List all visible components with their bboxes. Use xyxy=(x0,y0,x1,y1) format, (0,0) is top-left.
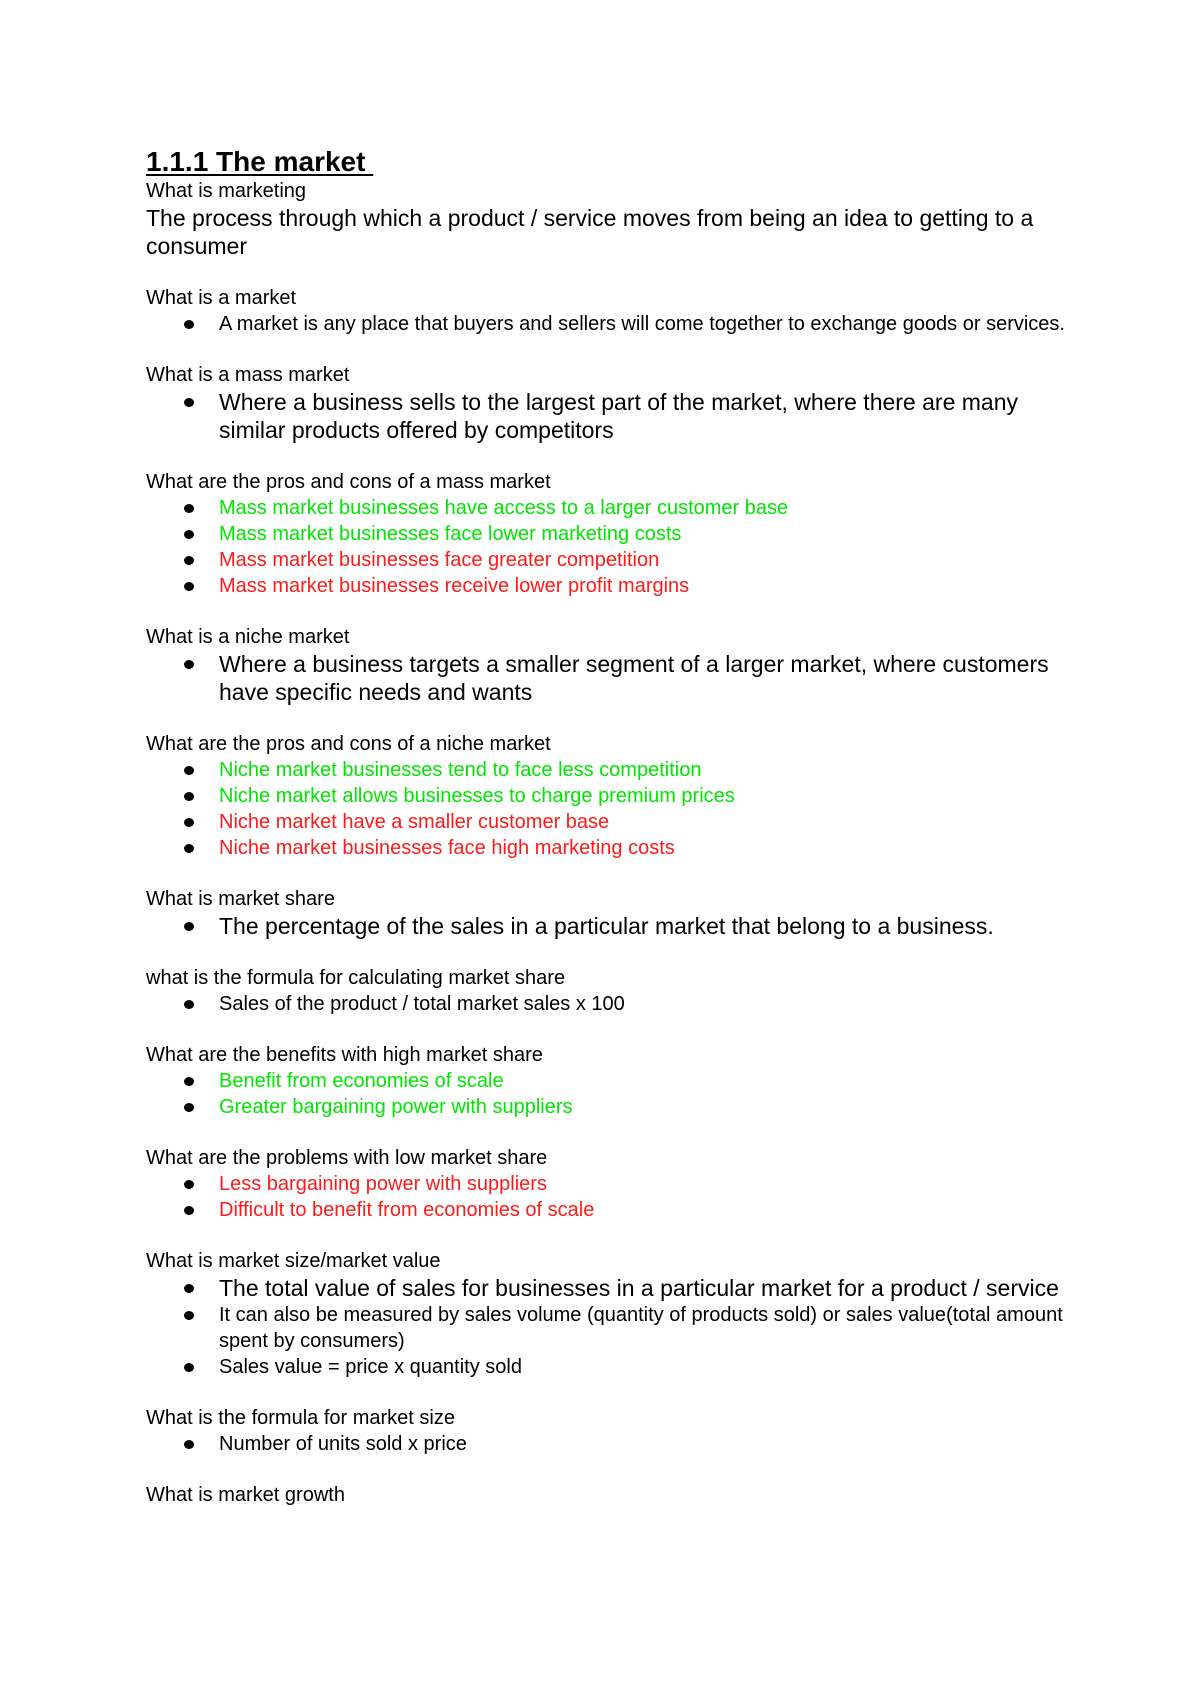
bullet-text: Mass market businesses face lower marketing costs xyxy=(219,523,682,545)
qa-section xyxy=(146,966,1066,1017)
bullet-text: It can also be measured by sales volume (quantity of products sold) or sales value(total amount spent by consumers) xyxy=(219,1304,1063,1352)
bullet-icon xyxy=(184,1103,194,1112)
qa-section xyxy=(146,1406,1066,1457)
bullet-text: Sales of the product / total market sales x 100 xyxy=(219,993,625,1015)
bullet-text: The total value of sales for businesses in a particular market for a product / service xyxy=(219,1275,1059,1301)
bullet-text: Niche market have a smaller customer base xyxy=(219,811,610,833)
bullet-text: Greater bargaining power with suppliers xyxy=(219,1096,573,1118)
sections-container xyxy=(146,286,1066,1508)
pro-bullet-item xyxy=(146,495,1066,521)
question-heading: What is a mass market xyxy=(146,364,350,386)
qa-section xyxy=(146,887,1066,940)
bullet-text: Number of units sold x price xyxy=(219,1433,467,1455)
bullet-text: Less bargaining power with suppliers xyxy=(219,1173,547,1195)
bullet-icon xyxy=(184,1180,194,1189)
question-heading: What is market size/market value xyxy=(146,1250,441,1272)
bullet-list xyxy=(146,1431,1066,1457)
bullet-icon xyxy=(184,1284,194,1293)
bullet-text: Benefit from economies of scale xyxy=(219,1070,504,1092)
qa-section xyxy=(146,1146,1066,1223)
bullet-list xyxy=(146,311,1066,337)
bullet-text: Difficult to benefit from economies of scale xyxy=(219,1199,595,1221)
qa-section xyxy=(146,732,1066,861)
bullet-icon xyxy=(184,398,194,407)
bullet-text: Where a business sells to the largest part of the market, where there are many similar products offered by competitors xyxy=(219,389,1018,443)
pro-bullet-item xyxy=(146,757,1066,783)
bullet-list xyxy=(146,1274,1066,1380)
bullet-item xyxy=(146,912,1066,940)
bullet-icon xyxy=(184,1311,194,1320)
bullet-icon xyxy=(184,660,194,669)
qa-section xyxy=(146,1483,1066,1508)
question-heading: What are the pros and cons of a mass market xyxy=(146,471,551,493)
bullet-item xyxy=(146,650,1066,706)
bullet-list xyxy=(146,650,1066,706)
question-heading: what is the formula for calculating market share xyxy=(146,967,566,989)
bullet-icon xyxy=(184,922,194,931)
con-bullet-item xyxy=(146,573,1066,599)
bullet-icon xyxy=(184,1077,194,1086)
bullet-list xyxy=(146,1171,1066,1223)
qa-section xyxy=(146,1249,1066,1380)
con-bullet-item xyxy=(146,809,1066,835)
definition-text: The process through which a product / service moves from being an idea to getting to a consumer xyxy=(146,205,1034,259)
bullet-list xyxy=(146,757,1066,861)
question-heading: What is the formula for market size xyxy=(146,1407,455,1429)
bullet-item xyxy=(146,1431,1066,1457)
document-body xyxy=(146,145,1066,1508)
bullet-icon xyxy=(184,1363,194,1372)
bullet-text: Niche market businesses face high marketing costs xyxy=(219,837,675,859)
bullet-item xyxy=(146,991,1066,1017)
bullet-text: Niche market allows businesses to charge premium prices xyxy=(219,785,735,807)
question-heading: What is a niche market xyxy=(146,626,350,648)
pro-bullet-item xyxy=(146,783,1066,809)
bullet-item xyxy=(146,311,1066,337)
bullet-text: Where a business targets a smaller segment of a larger market, where customers have specific needs and wants xyxy=(219,651,1049,705)
bullet-text: Niche market businesses tend to face less competition xyxy=(219,759,702,781)
bullet-text: The percentage of the sales in a particular market that belong to a business. xyxy=(219,913,994,939)
qa-section xyxy=(146,625,1066,706)
qa-section xyxy=(146,286,1066,337)
bullet-icon xyxy=(184,504,194,513)
bullet-icon xyxy=(184,818,194,827)
bullet-text: Mass market businesses have access to a larger customer base xyxy=(219,497,789,519)
qa-section xyxy=(146,363,1066,444)
bullet-list xyxy=(146,991,1066,1017)
question-heading: What is a market xyxy=(146,287,297,309)
page-title: 1.1.1 The market xyxy=(146,146,374,177)
bullet-icon xyxy=(184,792,194,801)
question-heading: What is market growth xyxy=(146,1484,345,1506)
bullet-list xyxy=(146,912,1066,940)
bullet-list xyxy=(146,1068,1066,1120)
bullet-icon xyxy=(184,766,194,775)
pro-bullet-item xyxy=(146,1068,1066,1094)
bullet-icon xyxy=(184,1440,194,1449)
bullet-icon xyxy=(184,556,194,565)
bullet-icon xyxy=(184,582,194,591)
question-heading: What is marketing xyxy=(146,180,307,202)
question-heading: What are the benefits with high market share xyxy=(146,1044,543,1066)
con-bullet-item xyxy=(146,547,1066,573)
qa-section xyxy=(146,1043,1066,1120)
bullet-list xyxy=(146,495,1066,599)
question-heading: What is market share xyxy=(146,888,335,910)
bullet-item xyxy=(146,1302,1066,1354)
bullet-text: Mass market businesses face greater competition xyxy=(219,549,660,571)
bullet-item xyxy=(146,1354,1066,1380)
bullet-item xyxy=(146,388,1066,444)
pro-bullet-item xyxy=(146,1094,1066,1120)
bullet-text: A market is any place that buyers and sellers will come together to exchange goods or services. xyxy=(219,313,1065,335)
bullet-icon xyxy=(184,1000,194,1009)
con-bullet-item xyxy=(146,1197,1066,1223)
bullet-icon xyxy=(184,844,194,853)
bullet-item xyxy=(146,1274,1066,1302)
bullet-icon xyxy=(184,1206,194,1215)
bullet-text: Mass market businesses receive lower profit margins xyxy=(219,575,690,597)
bullet-text: Sales value = price x quantity sold xyxy=(219,1356,522,1378)
bullet-icon xyxy=(184,320,194,329)
question-heading: What are the pros and cons of a niche market xyxy=(146,733,551,755)
question-heading: What are the problems with low market share xyxy=(146,1147,548,1169)
con-bullet-item xyxy=(146,835,1066,861)
con-bullet-item xyxy=(146,1171,1066,1197)
bullet-list xyxy=(146,388,1066,444)
qa-section xyxy=(146,470,1066,599)
pro-bullet-item xyxy=(146,521,1066,547)
bullet-icon xyxy=(184,530,194,539)
